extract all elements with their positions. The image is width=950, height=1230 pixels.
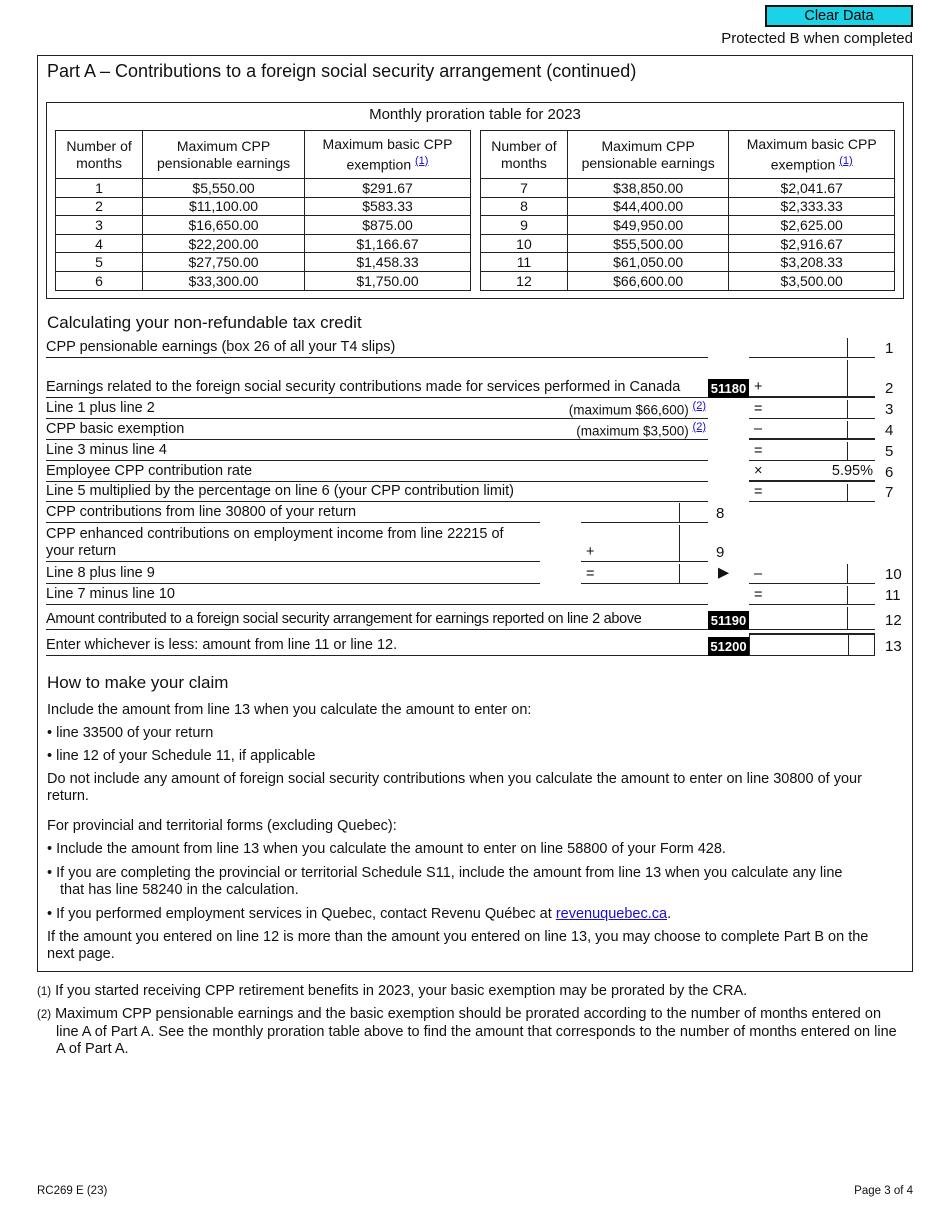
operator: =: [754, 587, 763, 603]
table-cell: $1,166.67: [304, 234, 470, 253]
line-2-input[interactable]: [749, 360, 875, 398]
proration-table-title: Monthly proration table for 2023: [369, 106, 581, 123]
table-cell: 8: [481, 197, 568, 216]
footnote-text: Maximum CPP pensionable earnings and the basic exemption should be prorated according to the number of months entered on line A of Part A. See the monthly proration table above to find the amount that corresponds to the number of months entered on line A of Part A.: [55, 1006, 897, 1057]
proration-table-left: [55, 130, 471, 291]
cents-divider: [847, 338, 848, 357]
line-number: 5: [885, 443, 894, 460]
footnote-1: [37, 983, 897, 1001]
line-number: 8: [716, 505, 725, 522]
table-cell: $38,850.00: [567, 179, 728, 198]
table-row: [481, 179, 895, 198]
table-cell: 11: [481, 253, 568, 272]
column-header: [304, 131, 470, 179]
calc-section-title: Calculating your non-refundable tax credit: [47, 313, 362, 332]
table-row: [481, 271, 895, 290]
table-row: [56, 253, 471, 272]
table-cell: $583.33: [304, 197, 470, 216]
header-text: Maximum basic CPP exemption: [746, 135, 877, 173]
table-cell: $1,458.33: [304, 253, 470, 272]
table-row: [481, 216, 895, 235]
calc-line-12: [46, 607, 708, 630]
footnote-2-link[interactable]: (2): [692, 420, 706, 433]
line-label: Line 1 plus line 2: [46, 400, 155, 416]
bullet-text: line 33500 of your return: [56, 725, 214, 741]
line-10-input[interactable]: [581, 564, 708, 584]
cents-divider: [847, 400, 848, 418]
table-row: [481, 253, 895, 272]
line-label: CPP pensionable earnings (box 26 of all your T4 slips): [46, 339, 396, 355]
table-cell: $61,050.00: [567, 253, 728, 272]
table-row: [56, 234, 471, 253]
table-cell: $44,400.00: [567, 197, 728, 216]
claim-bullet: • line 12 of your Schedule 11, if applicable: [47, 748, 316, 764]
operator: –: [754, 566, 763, 582]
line-label: Line 7 minus line 10: [46, 586, 175, 602]
footnote-text: If you started receiving CPP retirement benefits in 2023, your basic exemption may be prorated by the CRA.: [55, 983, 748, 999]
column-header: [56, 131, 143, 179]
calc-line-5: [46, 442, 708, 461]
table-cell: $22,200.00: [143, 234, 305, 253]
operator: =: [586, 566, 595, 582]
claim-text: Include the amount from line 13 when you calculate the amount to enter on:: [47, 702, 532, 718]
line-11-input[interactable]: [749, 586, 875, 605]
cents-divider: [847, 586, 848, 604]
line-label: Line 5 multiplied by the percentage on line 6 (your CPP contribution limit): [46, 483, 515, 499]
operator: +: [586, 544, 595, 560]
table-row: [56, 179, 471, 198]
table-cell: $49,950.00: [567, 216, 728, 235]
table-cell: 4: [56, 234, 143, 253]
operator: –: [754, 421, 763, 437]
operator: ×: [754, 463, 763, 479]
proration-table-right: [480, 130, 895, 291]
line-label: Enter whichever is less: amount from line 11 or line 12.: [46, 637, 398, 653]
table-cell: $3,500.00: [729, 271, 895, 290]
claim-bullet: • line 33500 of your return: [47, 725, 214, 741]
header-text: Number of months: [66, 137, 132, 171]
line-note: [569, 400, 706, 418]
table-cell: 5: [56, 253, 143, 272]
line-1-input[interactable]: [749, 338, 875, 358]
line-label: Line 3 minus line 4: [46, 442, 167, 458]
calc-line-10: [46, 564, 540, 584]
header-text: Maximum CPP pensionable earnings: [581, 137, 715, 171]
table-cell: $16,650.00: [143, 216, 305, 235]
table-cell: 1: [56, 179, 143, 198]
line-label: Employee CPP contribution rate: [46, 463, 253, 479]
line-7-input[interactable]: [749, 484, 875, 502]
calc-line-6: [46, 463, 708, 482]
line-label: Amount contributed to a foreign social security arrangement for earnings reported on line 2 above: [46, 611, 642, 627]
table-cell: $2,625.00: [729, 216, 895, 235]
arrow-icon: ▶: [718, 565, 730, 581]
line-label: CPP basic exemption: [46, 421, 185, 437]
page-number: Page 3 of 4: [854, 1185, 913, 1197]
calc-line-2: [46, 360, 708, 398]
bullet-text: If you are completing the provincial or territorial Schedule S11, include the amount from line 13 when you calculate any line that has line 58240 in the calculation.: [56, 865, 843, 898]
table-cell: $2,041.67: [729, 179, 895, 198]
line-12-input[interactable]: [749, 607, 875, 630]
table-row: [481, 197, 895, 216]
bullet-text: line 12 of your Schedule 11, if applicable: [56, 748, 316, 764]
table-row: [56, 271, 471, 290]
line-code: 51180: [708, 379, 749, 398]
table-cell: 2: [56, 197, 143, 216]
table-cell: $66,600.00: [567, 271, 728, 290]
cents-divider: [679, 525, 680, 561]
table-row: [56, 197, 471, 216]
line-number: 9: [716, 544, 725, 561]
line-label: CPP contributions from line 30800 of your return: [46, 504, 357, 520]
cents-divider: [847, 564, 848, 583]
table-cell: $2,916.67: [729, 234, 895, 253]
calc-line-3: [46, 400, 708, 419]
calc-line-1: [46, 338, 708, 358]
cents-divider: [679, 564, 680, 583]
line-code: 51190: [708, 611, 749, 630]
table-cell: 10: [481, 234, 568, 253]
line-number: 13: [885, 638, 902, 655]
line-number: 12: [885, 612, 902, 629]
footnote-2: [37, 1006, 897, 1058]
line-13-input[interactable]: [749, 633, 875, 656]
bullet-text: If you performed employment services in Quebec, contact Revenu Québec at: [56, 906, 552, 922]
table-cell: $11,100.00: [143, 197, 305, 216]
cents-divider: [847, 607, 848, 629]
line-note: [576, 421, 706, 439]
line-number: 3: [885, 401, 894, 418]
table-cell: $27,750.00: [143, 253, 305, 272]
table-cell: $5,550.00: [143, 179, 305, 198]
footnote-1-link[interactable]: (1): [415, 154, 429, 167]
calc-line-13: [46, 633, 708, 656]
line-4-input[interactable]: [749, 421, 875, 440]
operator: +: [754, 379, 763, 395]
cents-divider: [679, 503, 680, 522]
cents-divider: [847, 484, 848, 501]
line-10-right-input[interactable]: [749, 564, 875, 584]
table-cell: 12: [481, 271, 568, 290]
column-header: [481, 131, 568, 179]
table-row: [56, 216, 471, 235]
calc-line-8: [46, 503, 540, 523]
cents-divider: [847, 421, 848, 438]
table-row: [481, 234, 895, 253]
claim-text: Do not include any amount of foreign social security contributions when you calculate the amount to enter on line 30800 of your return.: [47, 771, 862, 804]
calc-line-4: [46, 421, 708, 440]
table-cell: 3: [56, 216, 143, 235]
form-id: RC269 E (23): [37, 1185, 108, 1197]
clear-data-button[interactable]: Clear Data: [765, 5, 913, 27]
header-text: Number of months: [491, 137, 557, 171]
column-header: [729, 131, 895, 179]
table-cell: 6: [56, 271, 143, 290]
line-number: 4: [885, 422, 894, 439]
claim-text: For provincial and territorial forms (excluding Quebec):: [47, 818, 397, 834]
claim-bullet: • Include the amount from line 13 when you calculate the amount to enter on line 58800 of your Form 428.: [47, 841, 726, 857]
line-3-input[interactable]: [749, 400, 875, 419]
table-cell: $1,750.00: [304, 271, 470, 290]
line-number: 2: [885, 380, 894, 397]
line-5-input[interactable]: [749, 442, 875, 461]
line-label: CPP enhanced contributions on employment income from line 22215 of your return: [46, 526, 504, 559]
line-label: Line 8 plus line 9: [46, 565, 155, 581]
line-number: 11: [885, 587, 901, 604]
table-cell: 9: [481, 216, 568, 235]
table-cell: $55,500.00: [567, 234, 728, 253]
line-code: 51200: [708, 637, 749, 656]
calc-line-7: [46, 484, 708, 502]
footnote-ref: (2): [37, 1009, 52, 1021]
cents-divider: [848, 635, 849, 655]
operator: =: [754, 443, 763, 459]
table-cell: $3,208.33: [729, 253, 895, 272]
bullet-text: Include the amount from line 13 when you calculate the amount to enter on line 58800 of your Form 428.: [56, 841, 726, 857]
footnote-ref: (1): [37, 986, 52, 998]
footnote-2-link[interactable]: (2): [692, 399, 706, 412]
rate-value: 5.95%: [831, 463, 873, 479]
calc-line-11: [46, 586, 708, 605]
claim-bullet: • If you performed employment services in Quebec, contact Revenu Québec at revenuquebec.ca.: [47, 906, 672, 922]
max-note: (maximum $66,600): [568, 402, 689, 417]
table-cell: $291.67: [304, 179, 470, 198]
page-title: Part A – Contributions to a foreign social security arrangement (continued): [47, 61, 637, 81]
max-note: (maximum $3,500): [576, 423, 689, 438]
cents-divider: [847, 360, 848, 396]
header-text: Maximum basic CPP exemption: [322, 135, 453, 173]
line-number: 7: [885, 484, 894, 501]
line-9-input[interactable]: [581, 525, 708, 562]
claim-bullet: • If you are completing the provincial or territorial Schedule S11, include the amount from line 13 when you calculate any line that has line 58240 in the calculation.: [47, 865, 843, 898]
cents-divider: [847, 442, 848, 460]
line-number: 1: [885, 340, 894, 357]
line-number: 10: [885, 566, 902, 583]
revenu-quebec-link[interactable]: revenuquebec.ca: [555, 906, 668, 922]
operator: =: [754, 401, 763, 417]
table-cell: $875.00: [304, 216, 470, 235]
column-header: [143, 131, 305, 179]
column-header: [567, 131, 728, 179]
calc-line-9: [46, 525, 540, 562]
header-text: Maximum CPP pensionable earnings: [157, 137, 291, 171]
table-cell: 7: [481, 179, 568, 198]
line-number: 6: [885, 464, 894, 481]
table-cell: $2,333.33: [729, 197, 895, 216]
footnote-1-link[interactable]: (1): [839, 154, 853, 167]
line-label: Earnings related to the foreign social security contributions made for services performed in Canada: [46, 379, 681, 395]
line-8-input[interactable]: [581, 503, 708, 523]
operator: =: [754, 484, 763, 500]
table-cell: $33,300.00: [143, 271, 305, 290]
claim-text: If the amount you entered on line 12 is more than the amount you entered on line 13, you may choose to complete Part B on the next page.: [47, 929, 869, 962]
protected-label: Protected B when completed: [721, 30, 913, 47]
line-6-input[interactable]: [749, 463, 875, 482]
claim-title: How to make your claim: [47, 673, 229, 692]
